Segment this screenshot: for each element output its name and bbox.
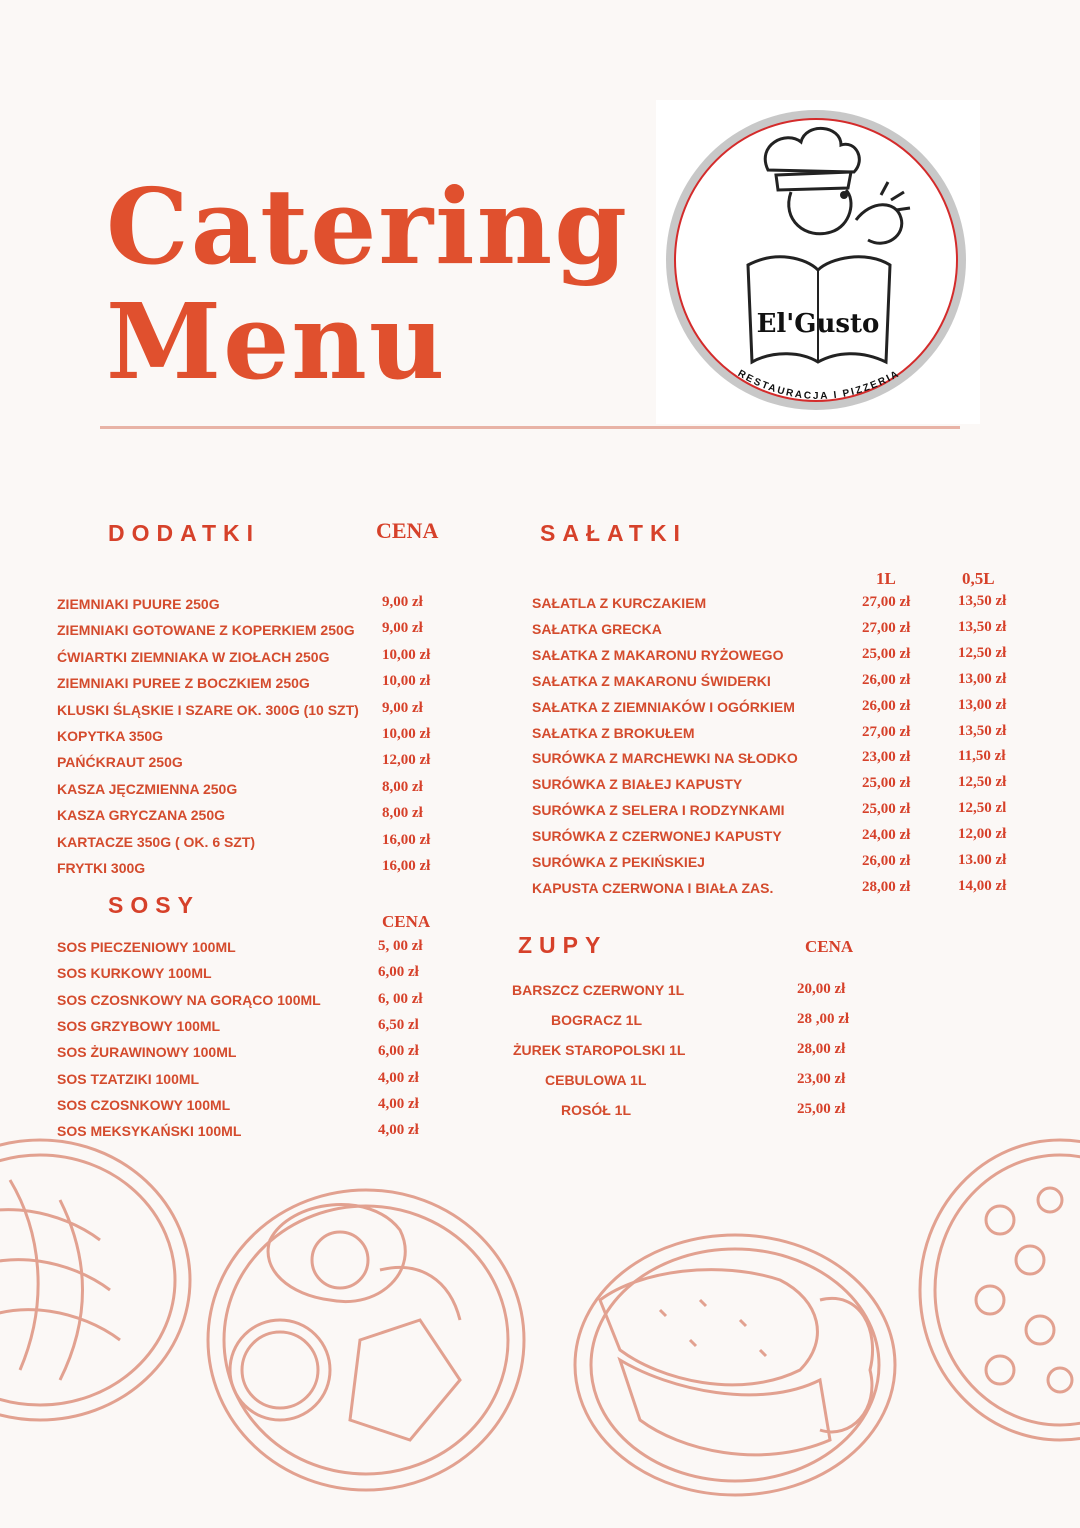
dodatki-item-name: FRYTKI 300G — [57, 860, 146, 876]
salatki-item-price-05l: 13,50 zł — [958, 618, 1007, 635]
salatki-col-05l: 0,5L — [962, 569, 995, 588]
zupy-heading: ZUPY — [518, 932, 608, 958]
dodatki-item-name: ZIEMNIAKI PUREE Z BOCZKIEM 250G — [57, 675, 310, 692]
salatki-item-price-05l: 12,50 zł — [958, 644, 1007, 661]
salatki-item-name: SAŁATKA Z MAKARONU RYŻOWEGO — [532, 646, 784, 663]
dodatki-item-price: 9,00 zł — [382, 699, 423, 716]
header-divider — [100, 426, 960, 429]
dodatki-item-name: KASZA GRYCZANA 250G — [57, 807, 226, 824]
salatki-item-name: SURÓWKA Z CZERWONEJ KAPUSTY — [532, 828, 782, 845]
zupy-item-name: ROSÓŁ 1L — [561, 1102, 632, 1118]
sosy-item-name: SOS CZOSNKOWY NA GORĄCO 100ML — [57, 991, 321, 1008]
salatki-item-price-05l: 13,00 zł — [958, 696, 1007, 713]
zupy-item-price: 23,00 zł — [797, 1071, 846, 1087]
sosy-item-name: SOS GRZYBOWY 100ML — [57, 1017, 221, 1034]
salatki-item-price-05l: 14,00 zł — [958, 877, 1007, 894]
meat-plate-sketch-icon — [575, 1235, 895, 1495]
zupy-item-price: 28,00 zł — [797, 1041, 846, 1057]
sosy-item-price: 5, 00 zł — [378, 938, 423, 954]
sosy-price-header: CENA — [382, 912, 431, 931]
sosy-item-name: SOS KURKOWY 100ML — [57, 965, 212, 982]
salatki-item-price-1l: 27,00 zł — [862, 723, 911, 740]
salatki-item-price-05l: 11,50 zł — [958, 748, 1006, 765]
salatki-item-price-05l: 12,50 zl — [958, 800, 1007, 817]
food-illustrations — [0, 1120, 1080, 1528]
salatki-item-price-1l: 26,00 zł — [862, 697, 911, 714]
salatki-item-price-1l: 24,00 zł — [862, 827, 911, 844]
salatki-item-price-1l: 27,00 zł — [862, 594, 911, 610]
svg-text:RESTAURACJA I PIZZERIA: RESTAURACJA I PIZZERIA — [735, 368, 903, 403]
dodatki-item-price: 12,00 zł — [382, 752, 431, 769]
sosy-item-price: 4,00 zł — [378, 1069, 419, 1086]
bowl-sketch-icon — [0, 1140, 190, 1420]
breakfast-plate-sketch-icon — [208, 1190, 524, 1490]
dodatki-item-name: ĆWIARTKI ZIEMNIAKA W ZIOŁACH 250G — [57, 648, 330, 665]
salatki-item-price-05l: 13,50 zł — [958, 722, 1007, 739]
dodatki-item-name: PAŃĆKRAUT 250G — [57, 754, 183, 771]
sosy-item-price: 6,00 zł — [378, 1043, 419, 1060]
salatki-item-name: KAPUSTA CZERWONA I BIAŁA ZAS. — [532, 879, 774, 896]
salatki-item-price-05l: 12,00 zł — [958, 826, 1007, 843]
salatki-heading: SAŁATKI — [540, 520, 687, 546]
zupy-item-price: 25,00 zł — [797, 1101, 846, 1117]
dodatki-item-name: ZIEMNIAKI PUURE 250G — [57, 596, 220, 612]
salatki-item-price-1l: 25,00 zł — [862, 645, 911, 662]
dodatki-item-price: 9,00 zł — [382, 620, 423, 637]
sosy-heading: SOSY — [108, 892, 200, 918]
restaurant-logo — [656, 100, 980, 424]
sosy-item-price: 6,00 zł — [378, 964, 419, 981]
salatki-item-price-05l: 13,50 zł — [958, 593, 1007, 609]
bean-bowl-sketch-icon — [920, 1140, 1080, 1440]
salatki-col-1l: 1L — [876, 569, 896, 588]
dodatki-item-price: 8,00 zł — [382, 778, 423, 795]
salatki-item-price-1l: 23,00 zł — [862, 749, 911, 766]
salatki-item-price-1l: 25,00 zł — [862, 801, 911, 818]
zupy-price-header: CENA — [805, 937, 854, 956]
dodatki-item-price: 8,00 zł — [382, 805, 423, 822]
salatki-item-price-05l: 13.00 zł — [958, 852, 1007, 868]
salatki-item-name: SAŁATKA Z ZIEMNIAKÓW I OGÓRKIEM — [532, 698, 795, 715]
sosy-item-name: SOS ŻURAWINOWY 100ML — [57, 1044, 237, 1061]
dodatki-item-price: 16,00 zł — [382, 831, 431, 848]
salatki-item-name: SURÓWKA Z PEKIŃSKIEJ — [532, 854, 705, 870]
zupy-item-price: 28 ,00 zł — [797, 1011, 850, 1027]
salatki-item-name: SAŁATKA Z BROKUŁEM — [532, 724, 695, 741]
dodatki-item-price: 9,00 zł — [382, 594, 423, 610]
title-catering: Catering — [106, 165, 629, 288]
salatki-item-price-05l: 13,00 zł — [958, 670, 1007, 687]
dodatki-item-name: ZIEMNIAKI GOTOWANE Z KOPERKIEM 250G — [57, 622, 355, 639]
dodatki-item-name: KASZA JĘCZMIENNA 250G — [57, 780, 238, 797]
zupy-item-name: ŻUREK STAROPOLSKI 1L — [513, 1042, 686, 1058]
dodatki-item-price: 16,00 zł — [382, 858, 431, 874]
salatki-item-price-05l: 12,50 zł — [958, 774, 1007, 791]
sosy-item-name: SOS CZOSNKOWY 100ML — [57, 1096, 231, 1113]
dodatki-item-price: 10,00 zł — [382, 726, 431, 742]
dodatki-item-name: KLUSKI ŚLĄSKIE I SZARE OK. 300G (10 SZT) — [57, 701, 359, 718]
logo-brand-text: El'Gusto — [756, 309, 880, 339]
sosy-item-name: SOS TZATZIKI 100ML — [57, 1070, 200, 1087]
dodatki-item-name: KOPYTKA 350G — [57, 728, 164, 744]
zupy-item-price: 20,00 zł — [797, 981, 846, 997]
dodatki-item-price: 10,00 zł — [382, 646, 431, 663]
salatki-item-price-1l: 25,00 zł — [862, 775, 911, 792]
dodatki-item-price: 10,00 zł — [382, 673, 431, 690]
salatki-item-price-1l: 26,00 zł — [862, 853, 911, 869]
sosy-item-price: 6, 00 zł — [378, 990, 423, 1007]
zupy-item-name: BOGRACZ 1L — [551, 1012, 642, 1028]
zupy-item-name: CEBULOWA 1L — [545, 1072, 647, 1088]
salatki-item-name: SURÓWKA Z SELERA I RODZYNKAMI — [532, 802, 785, 819]
dodatki-item-name: KARTACZE 350G ( OK. 6 SZT) — [57, 833, 256, 850]
title-menu: Menu — [106, 280, 447, 403]
salatki-item-price-1l: 28,00 zł — [862, 878, 911, 895]
salatki-item-price-1l: 27,00 zł — [862, 619, 911, 636]
sosy-item-name: SOS MEKSYKAŃSKI 100ML — [57, 1123, 242, 1140]
salatki-item-name: SAŁATKA GRECKA — [532, 620, 662, 637]
sosy-item-price: 4,00 zł — [378, 1095, 419, 1112]
salatki-item-name: SAŁATKA Z MAKARONU ŚWIDERKI — [532, 672, 771, 689]
salatki-item-name: SAŁATLA Z KURCZAKIEM — [532, 595, 707, 611]
sosy-item-name: SOS PIECZENIOWY 100ML — [57, 939, 236, 955]
zupy-item-name: BARSZCZ CZERWONY 1L — [512, 982, 685, 998]
sosy-item-price: 6,50 zl — [378, 1016, 419, 1033]
salatki-item-name: SURÓWKA Z BIAŁEJ KAPUSTY — [532, 776, 743, 793]
sosy-item-price: 4,00 zł — [378, 1122, 419, 1139]
salatki-item-price-1l: 26,00 zł — [862, 671, 911, 688]
salatki-item-name: SURÓWKA Z MARCHEWKI NA SŁODKO — [532, 750, 798, 767]
dodatki-heading: DODATKI — [108, 520, 261, 546]
dodatki-price-header: CENA — [376, 518, 439, 543]
